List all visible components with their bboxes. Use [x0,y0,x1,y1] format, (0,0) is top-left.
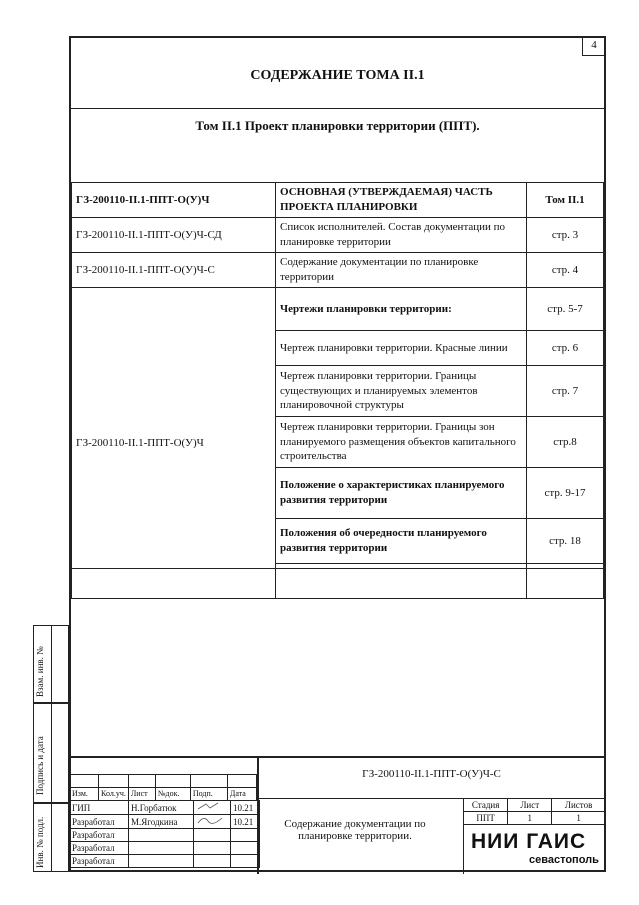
divider [71,568,604,569]
volume-subtitle: Том II.1 Проект планировки территории (ППТ). [195,118,480,133]
stage-label: Стадия [464,799,508,812]
doc-page: стр. 5-7 [527,288,604,331]
doc-page: стр. 4 [527,253,604,288]
stamp-doc-code: ГЗ-200110-II.1-ППТ-О(У)Ч-С [362,768,501,780]
signature-row: Разработал М.Ягодкина 10.21 [70,815,260,829]
contents-table [71,182,604,599]
table-row [72,218,604,253]
side-stamp [33,625,69,872]
sheet-label: Лист [508,799,552,812]
doc-page: стр. 3 [527,218,604,253]
doc-page: стр.8 [527,417,604,468]
document-frame [69,36,606,872]
page-number: 4 [582,36,606,56]
signature-date-label: Подпись и дата [35,736,45,795]
title-block [69,756,606,874]
stage-value: ППТ [464,812,508,825]
inventory-number-label: Инв. № подл. [35,816,45,868]
header-cell: Лист [128,788,155,801]
company-logo: НИИ ГАИС [471,830,587,853]
stamp-doc-title: Содержание документации по планировке территории. [284,818,426,842]
stage-table [463,798,606,825]
doc-description: Чертеж планировки территории. Границы зон планируемого размещения объектов капитального строительства [276,417,527,468]
header-cell: №док. [155,788,190,801]
signature-mark [194,801,231,815]
company-city: севастополь [529,854,599,866]
table-row [72,183,604,218]
doc-description: Список исполнителей. Состав документации по планировке территории [276,218,527,253]
table-row [72,288,604,331]
doc-page: стр. 9-17 [527,468,604,519]
replace-inventory-label: Взам. инв. № [35,646,45,697]
doc-description: Положения об очередности планируемого развития территории [276,519,527,564]
doc-description: Содержание документации по планировке территории [276,253,527,288]
doc-page: Том II.1 [527,183,604,218]
doc-description: ОСНОВНАЯ (УТВЕРЖДАЕМАЯ) ЧАСТЬ ПРОЕКТА ПЛАНИРОВКИ [276,183,527,218]
doc-page: стр. 7 [527,366,604,417]
revision-table [69,774,257,801]
doc-description: Чертеж планировки территории. Границы существующих и планируемых элементов планировочной структуры [276,366,527,417]
doc-code: ГЗ-200110-II.1-ППТ-О(У)Ч [72,288,276,599]
sheet-value: 1 [508,812,552,825]
divider [71,108,604,109]
signature-row: Разработал [70,842,260,855]
header-cell: Подп. [190,788,227,801]
signature-mark [194,815,231,829]
signature-row: Разработал [70,829,260,842]
doc-description: Положение о характеристиках планируемого развития территории [276,468,527,519]
doc-code: ГЗ-200110-II.1-ППТ-О(У)Ч-С [72,253,276,288]
doc-description: Чертеж планировки территории. Красные линии [276,331,527,366]
doc-code: ГЗ-200110-II.1-ППТ-О(У)Ч [72,183,276,218]
header-cell: Кол.уч. [99,788,129,801]
doc-code: ГЗ-200110-II.1-ППТ-О(У)Ч-СД [72,218,276,253]
signature-row: Разработал [70,855,260,868]
table-row [72,253,604,288]
header-cell: Дата [227,788,256,801]
sheets-value: 1 [552,812,606,825]
signature-row: ГИП Н.Горбатюк 10.21 [70,801,260,815]
document-title: СОДЕРЖАНИЕ ТОМА II.1 [250,68,425,83]
signatures-table [69,800,260,868]
doc-page: стр. 18 [527,519,604,564]
doc-description: Чертежи планировки территории: [276,288,527,331]
header-cell: Изм. [70,788,99,801]
sheets-label: Листов [552,799,606,812]
doc-page: стр. 6 [527,331,604,366]
